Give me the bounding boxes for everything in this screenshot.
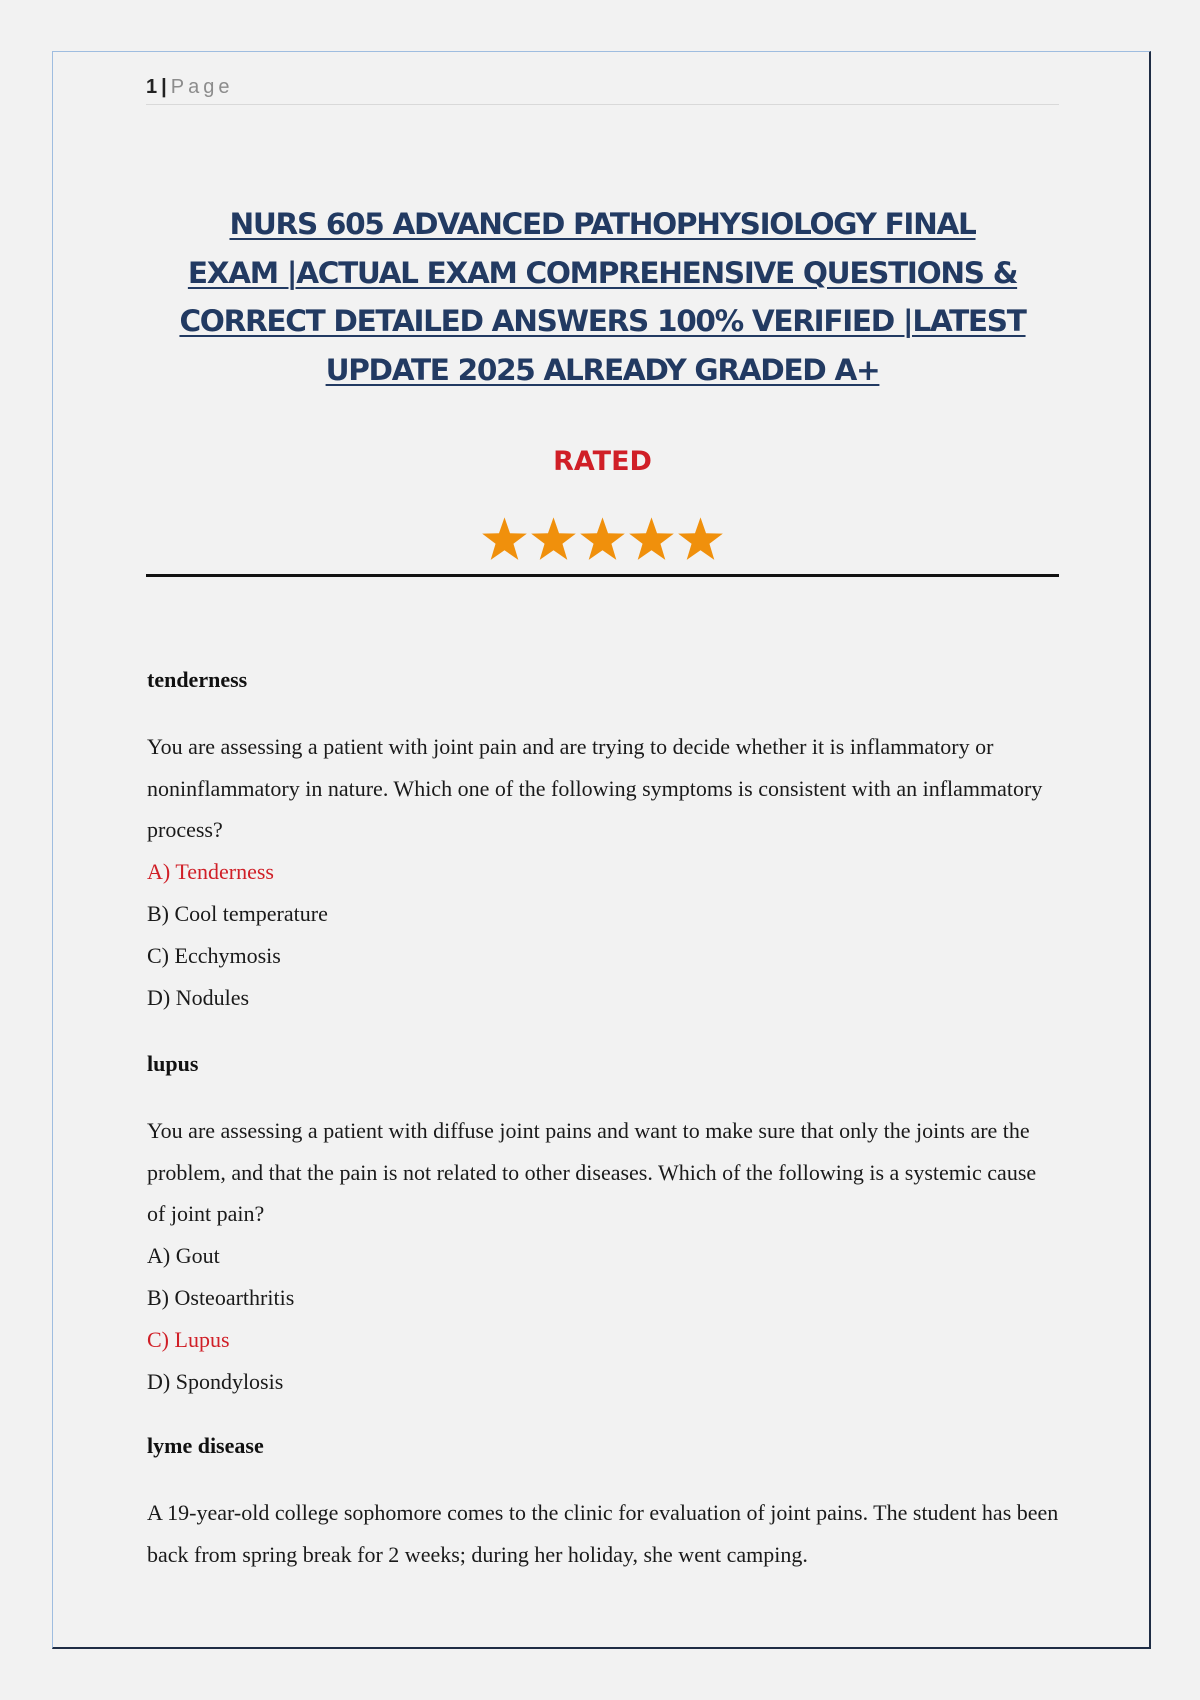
star-icon	[677, 512, 724, 566]
document-title	[146, 200, 1059, 394]
title-line-1: NURS 605 ADVANCED PATHOPHYSIOLOGY FINAL	[229, 207, 976, 241]
question-2	[147, 1110, 1059, 1403]
star-icon	[530, 512, 577, 566]
page-word: Page	[170, 76, 234, 98]
question-1-option-a: A) Tenderness	[147, 858, 274, 884]
title-line-3: CORRECT DETAILED ANSWERS 100% VERIFIED |LATEST	[179, 304, 1026, 338]
title-line-4: UPDATE 2025 ALREADY GRADED A+	[325, 352, 880, 387]
star-icon	[481, 512, 528, 566]
question-1-option-c: C) Ecchymosis	[147, 942, 281, 968]
star-rating	[146, 512, 1059, 570]
page-separator: |	[161, 76, 167, 98]
question-1-option-b: B) Cool temperature	[147, 900, 328, 926]
title-line-2: EXAM |ACTUAL EXAM COMPREHENSIVE QUESTIONS &	[187, 255, 1018, 290]
document-page	[52, 51, 1151, 1649]
rated-label: RATED	[553, 446, 652, 477]
question-1	[147, 726, 1059, 1019]
title-divider	[146, 574, 1059, 577]
answer-keyword-3: lyme disease	[147, 1433, 264, 1458]
answer-keyword-1: tenderness	[147, 667, 248, 692]
question-3-text: A 19-year-old college sophomore comes to the clinic for evaluation of joint pains. The student has been back from spring break for 2 weeks; during her holiday, she went camping.	[147, 1500, 1059, 1567]
page-number: 1	[146, 76, 158, 98]
page-header	[146, 74, 1059, 105]
question-1-text: You are assessing a patient with joint pain and are trying to decide whether it is inflammatory or noninflammatory in nature. Which one of the following symptoms is consistent with an inflammatory process?	[147, 734, 1043, 842]
question-2-option-b: B) Osteoarthritis	[147, 1284, 295, 1310]
question-3	[147, 1492, 1059, 1575]
star-icon	[628, 512, 675, 566]
star-icon	[579, 512, 626, 566]
question-1-option-d: D) Nodules	[147, 984, 250, 1010]
answer-keyword-2: lupus	[147, 1051, 199, 1076]
question-2-text: You are assessing a patient with diffuse joint pains and want to make sure that only the joints are the problem, and that the pain is not related to other diseases. Which of the following is a systemic cause of joint pain?	[147, 1118, 1037, 1226]
question-2-option-c: C) Lupus	[147, 1326, 230, 1352]
question-2-option-d: D) Spondylosis	[147, 1368, 284, 1394]
question-2-option-a: A) Gout	[147, 1242, 220, 1268]
